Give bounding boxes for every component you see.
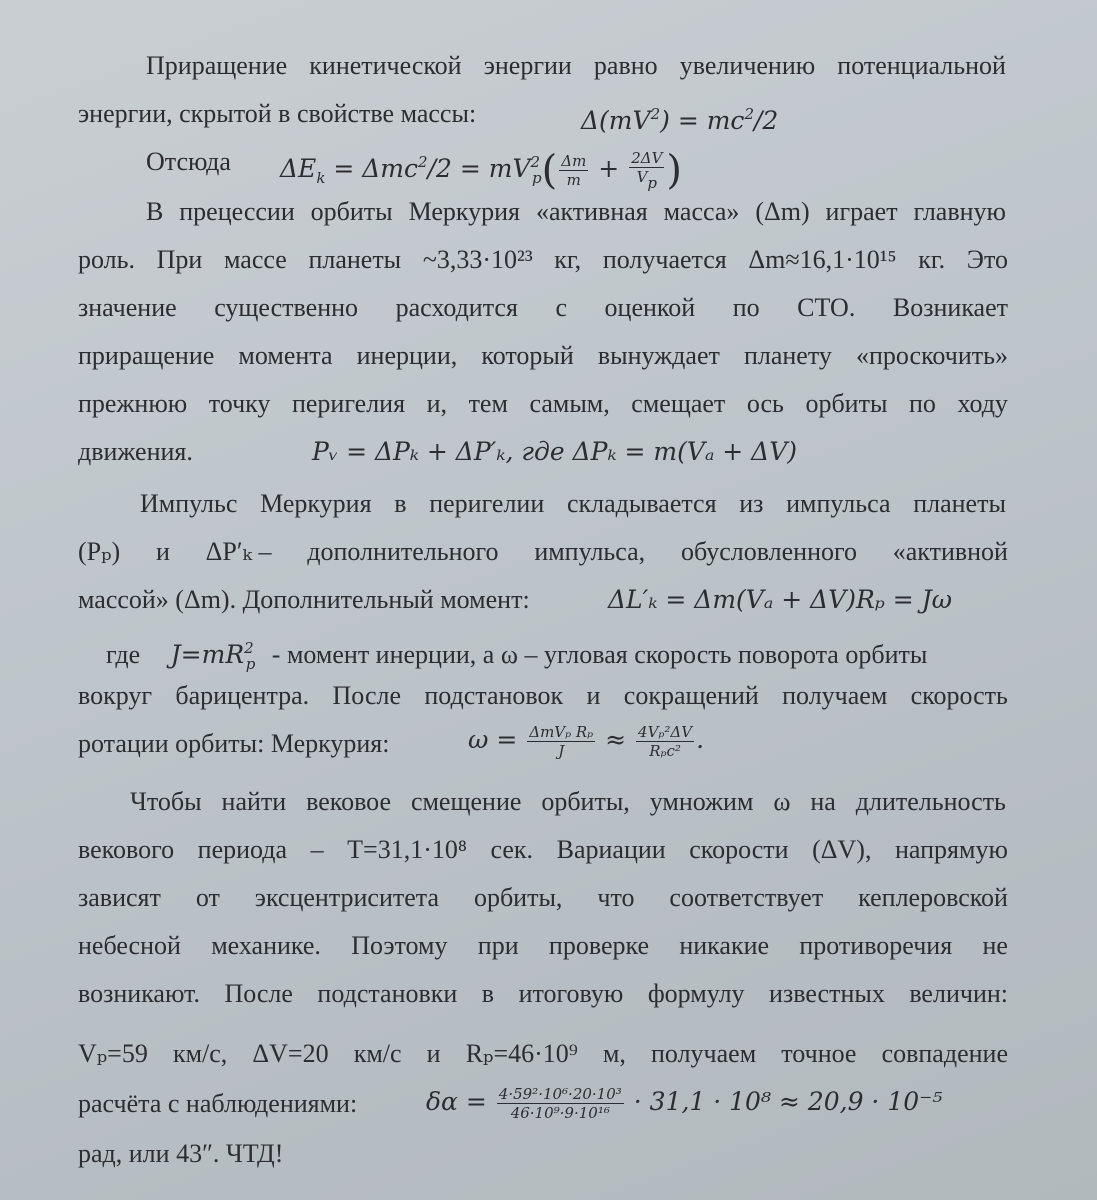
word: «активной bbox=[892, 537, 1008, 566]
word: из bbox=[739, 489, 764, 518]
word: Rₚ=46·10⁹ bbox=[465, 1039, 578, 1068]
word: СТО. bbox=[797, 293, 856, 322]
word: ходу bbox=[957, 389, 1008, 418]
p4-line1 bbox=[140, 480, 1006, 528]
word: кг. bbox=[918, 245, 946, 274]
p2-line: Отсюда $\Delta E_k = \Delta mc^2/2 = mV^2_p$( $\frac{\Delta m}{m}$ + $\frac{2\Delta V}{Vp}$ ) bbox=[146, 138, 1076, 188]
word: и bbox=[426, 1039, 441, 1068]
word: увеличению bbox=[679, 51, 816, 80]
word: на bbox=[810, 787, 836, 816]
word: роль. bbox=[78, 245, 135, 274]
word: В bbox=[146, 197, 164, 226]
p3-line5 bbox=[78, 380, 1008, 428]
word: получается bbox=[602, 245, 727, 274]
word: Вариации bbox=[556, 835, 666, 864]
word: кинетической bbox=[309, 51, 462, 80]
word: главную bbox=[913, 197, 1006, 226]
word: Возникает bbox=[892, 293, 1008, 322]
word: км/с bbox=[353, 1039, 402, 1068]
word: барицентра. bbox=[175, 681, 310, 710]
word: дополнительного bbox=[307, 537, 499, 566]
word: массе bbox=[224, 245, 287, 274]
word: механике. bbox=[211, 931, 321, 960]
word: вековое bbox=[306, 787, 392, 816]
word: км/с, bbox=[172, 1039, 228, 1068]
word: и bbox=[155, 537, 170, 566]
word: Импульс bbox=[140, 489, 238, 518]
word: зависят bbox=[78, 883, 161, 912]
p1-line1 bbox=[146, 42, 1006, 90]
p3-line6: движения. Pᵥ = ΔPₖ + ΔP′ₖ, где ΔPₖ = m(Vₐ + ΔV) bbox=[78, 428, 1008, 476]
p4-line5 bbox=[78, 672, 1008, 720]
p3-line2 bbox=[78, 236, 1008, 284]
word: Vₚ=59 bbox=[78, 1039, 148, 1068]
word: противоречия bbox=[799, 931, 953, 960]
word: кеплеровской bbox=[858, 883, 1008, 912]
word: кг, bbox=[554, 245, 582, 274]
p4-line6: ротации орбиты: Меркурия: ω = $\frac{\text{ΔmVₚ Rₚ}}{J}$ ≈ $\frac{\text{4Vₚ²ΔV}}{\text{Rₚc²}}$ . bbox=[78, 720, 1008, 776]
word: по bbox=[732, 293, 760, 322]
p4-moment-formula: ΔL′ₖ = Δm(Vₐ + ΔV)Rₚ = Jω bbox=[608, 585, 953, 614]
word: ~3,33·10²³ bbox=[422, 245, 533, 274]
word: масса» bbox=[663, 197, 740, 226]
omega-formula: ω = $\frac{\text{ΔmVₚ Rₚ}}{J}$ ≈ $\frac{\text{4Vₚ²ΔV}}{\text{Rₚc²}}$ . bbox=[468, 722, 705, 760]
word: небесной bbox=[78, 931, 181, 960]
word: от bbox=[195, 883, 220, 912]
word: При bbox=[156, 245, 203, 274]
p3-line3 bbox=[78, 284, 1008, 332]
word: (Δm) bbox=[755, 197, 810, 226]
word: в bbox=[394, 489, 407, 518]
word: играет bbox=[825, 197, 898, 226]
word: После bbox=[332, 681, 402, 710]
word: существенно bbox=[214, 293, 359, 322]
p3-line4 bbox=[78, 332, 1008, 380]
final-formula: δα = $\frac{\text{4·59²·10⁶·20·10³}}{\text{46·10⁹·9·10¹⁶}}$ · 31,1 · 10⁸ ≈ 20,9 · 10⁻⁵ bbox=[426, 1084, 943, 1122]
word: (ΔV), bbox=[812, 835, 872, 864]
word: T=31,1·10⁸ bbox=[347, 835, 467, 864]
word: смещает bbox=[631, 389, 726, 418]
word: «активная bbox=[535, 197, 648, 226]
word: проверке bbox=[548, 931, 650, 960]
word: планеты bbox=[913, 489, 1006, 518]
p3-line1 bbox=[146, 188, 1006, 236]
word: векового bbox=[78, 835, 175, 864]
word: Меркурия bbox=[408, 197, 521, 226]
word: вынуждает bbox=[597, 341, 720, 370]
word: импульса, bbox=[534, 537, 646, 566]
p1-formula: $\Delta(mV^2) = mc^2/2$ bbox=[581, 105, 779, 135]
word: Чтобы bbox=[130, 787, 202, 816]
word: сек. bbox=[490, 835, 534, 864]
word: прежнюю bbox=[78, 389, 188, 418]
word: – bbox=[310, 835, 324, 864]
p5-line8: рад, или 43″. ЧТД! bbox=[78, 1139, 284, 1168]
word: по bbox=[908, 389, 936, 418]
word: орбиты bbox=[805, 389, 888, 418]
word: что bbox=[597, 883, 635, 912]
word: оценкой bbox=[604, 293, 696, 322]
word: подстановок bbox=[424, 681, 564, 710]
p1-line2: энергии, скрытой в свойстве массы: $\Delta(mV^2) = mc^2/2$ bbox=[78, 90, 1008, 138]
word: Δm≈16,1·10¹⁵ bbox=[748, 245, 897, 274]
word: Это bbox=[966, 245, 1008, 274]
word: Поэтому bbox=[351, 931, 448, 960]
word: формулу bbox=[647, 979, 745, 1008]
word: длительность bbox=[855, 787, 1006, 816]
word: никакие bbox=[679, 931, 770, 960]
word: ось bbox=[746, 389, 784, 418]
word: перигелия bbox=[291, 389, 406, 418]
word: известных bbox=[769, 979, 885, 1008]
word: найти bbox=[221, 787, 287, 816]
word: возникают. bbox=[78, 979, 200, 1008]
word: м, bbox=[602, 1039, 626, 1068]
p5-line6 bbox=[78, 1030, 1008, 1078]
p4-line3: массой» (Δm). Дополнительный момент: ΔL′ₖ = Δm(Vₐ + ΔV)Rₚ = Jω bbox=[78, 576, 1008, 624]
word: точку bbox=[208, 389, 271, 418]
word: складывается bbox=[566, 489, 717, 518]
word: в bbox=[481, 979, 495, 1008]
p2-formula: $\Delta E_k = \Delta mc^2/2 = mV^2_p$( $\frac{\Delta m}{m}$ + $\frac{2\Delta V}{Vp}$ ) bbox=[280, 147, 683, 194]
p5-line4 bbox=[78, 922, 1008, 970]
word: скорость bbox=[910, 681, 1008, 710]
word: значение bbox=[78, 293, 177, 322]
word: импульса bbox=[786, 489, 891, 518]
word: тем bbox=[468, 389, 508, 418]
word: После bbox=[224, 979, 293, 1008]
p4-line2 bbox=[78, 528, 1008, 576]
word: Меркурия bbox=[260, 489, 372, 518]
word: и bbox=[586, 681, 601, 710]
word: эксцентриситета bbox=[254, 883, 440, 912]
word: обусловленного bbox=[680, 537, 857, 566]
word: ΔP′ₖ – bbox=[205, 537, 272, 566]
word: и, bbox=[426, 389, 448, 418]
word: скорости bbox=[689, 835, 789, 864]
word: с bbox=[555, 293, 567, 322]
word: «проскочить» bbox=[856, 341, 1008, 370]
p5-line2 bbox=[78, 826, 1008, 874]
word: ω bbox=[773, 787, 791, 816]
word: совпадение bbox=[881, 1039, 1008, 1068]
word: орбиты, bbox=[473, 883, 563, 912]
p5-line5 bbox=[78, 970, 1008, 1018]
word: прецессии bbox=[179, 197, 295, 226]
p5-line7: расчёта с наблюдениями: δα = $\frac{\text{4·59²·10⁶·20·10³}}{\text{46·10⁹·9·10¹⁶}}$ · 31,1 · 10⁸ ≈ 20,9 · 10⁻⁵ bbox=[78, 1080, 1008, 1136]
word: периода bbox=[197, 835, 288, 864]
word: величин: bbox=[909, 979, 1008, 1008]
word: орбиты, bbox=[541, 787, 630, 816]
word: который bbox=[481, 341, 574, 370]
p3-formula: Pᵥ = ΔPₖ + ΔP′ₖ, где ΔPₖ = m(Vₐ + ΔV) bbox=[312, 437, 798, 466]
word: сокращений bbox=[623, 681, 759, 710]
word: получаем bbox=[651, 1039, 757, 1068]
word: умножим bbox=[649, 787, 754, 816]
p5-line3 bbox=[78, 874, 1008, 922]
word: Приращение bbox=[146, 51, 288, 80]
word: напрямую bbox=[895, 835, 1008, 864]
word: инерции, bbox=[356, 341, 458, 370]
p4-line4: где $J=mR^2_p$ - момент инерции, а ω – угловая скорость поворота орбиты bbox=[106, 639, 928, 673]
word: точное bbox=[781, 1039, 857, 1068]
word: при bbox=[477, 931, 519, 960]
word: самым, bbox=[529, 389, 610, 418]
word: орбиты bbox=[310, 197, 393, 226]
word: вокруг bbox=[78, 681, 153, 710]
word: подстановки bbox=[317, 979, 458, 1008]
word: (Pₚ) bbox=[78, 537, 121, 566]
word: получаем bbox=[782, 681, 888, 710]
word: итоговую bbox=[518, 979, 624, 1008]
word: расходится bbox=[395, 293, 518, 322]
word: смещение bbox=[410, 787, 522, 816]
word: энергии bbox=[483, 51, 572, 80]
word: планеты bbox=[308, 245, 402, 274]
word: ΔV=20 bbox=[252, 1039, 329, 1068]
word: перигелии bbox=[429, 489, 545, 518]
word: соответствует bbox=[669, 883, 824, 912]
p5-line1 bbox=[130, 778, 1006, 826]
word: момента bbox=[238, 341, 333, 370]
word: приращение bbox=[78, 341, 215, 370]
word: равно bbox=[593, 51, 658, 80]
word: не bbox=[982, 931, 1008, 960]
word: планету bbox=[743, 341, 832, 370]
word: потенциальной bbox=[837, 51, 1006, 80]
